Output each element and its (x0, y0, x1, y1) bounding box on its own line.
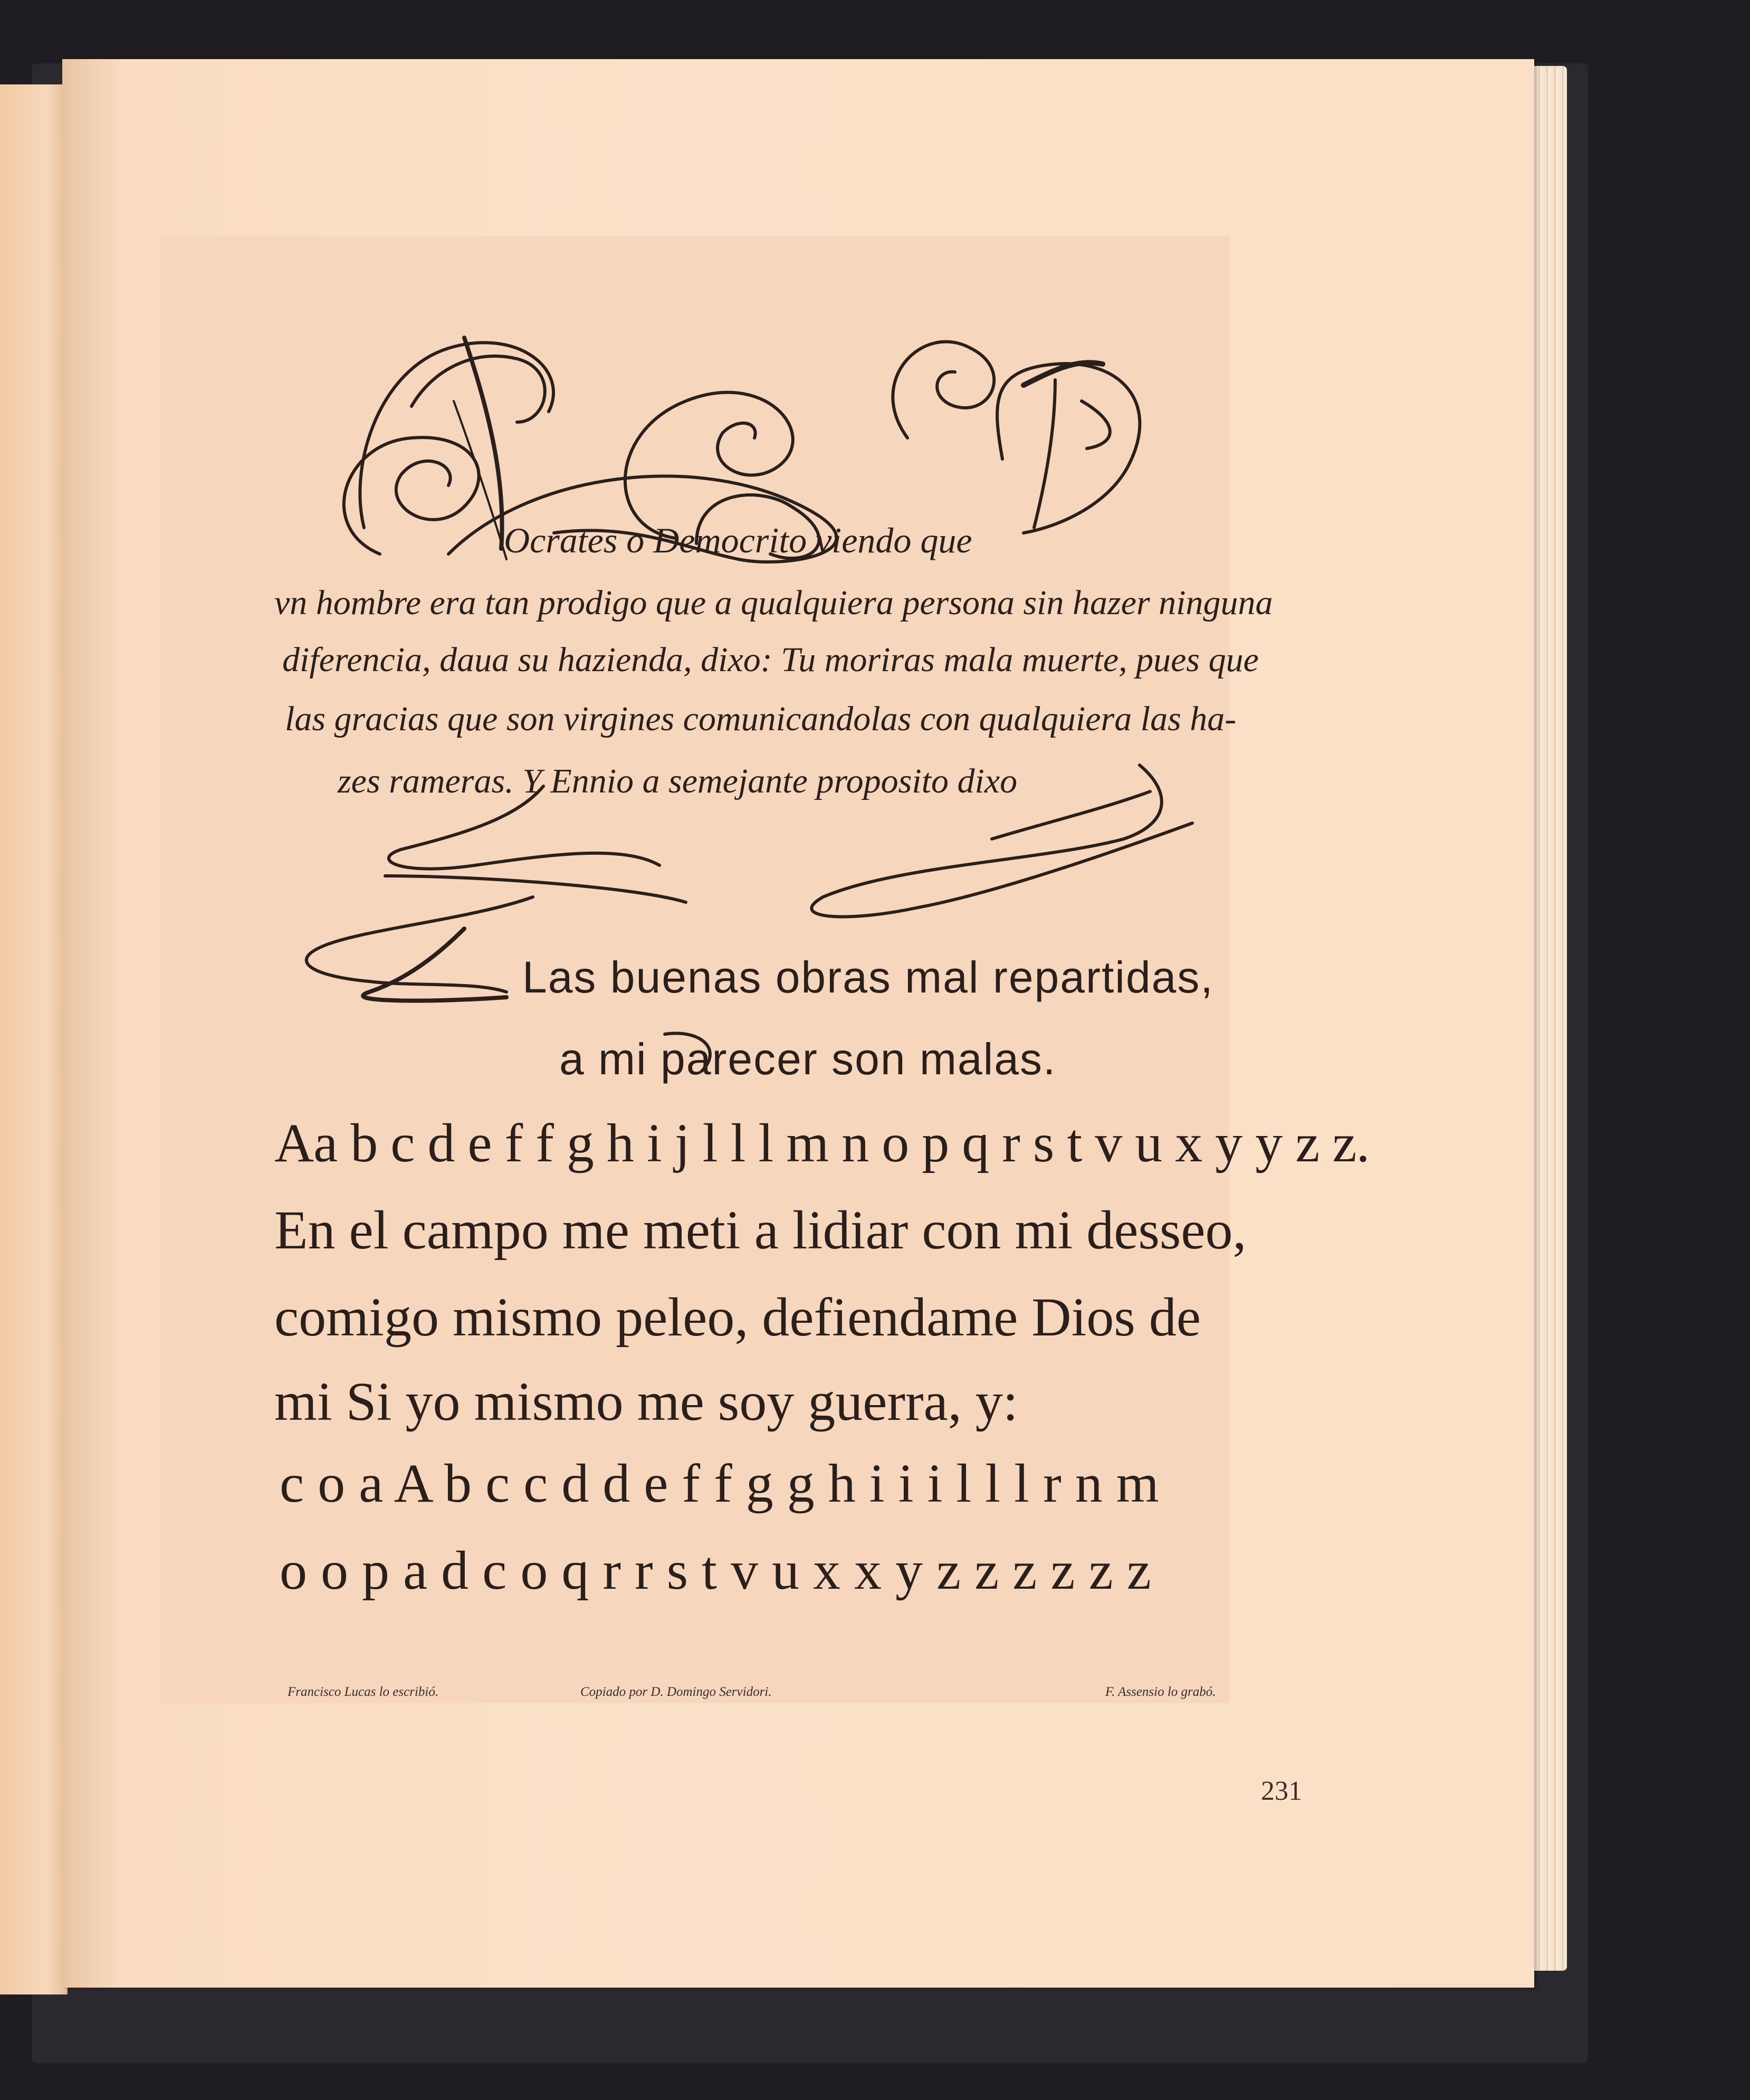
alphabet-line-1: Aa b c d e f f g h i j l l l m n o p q r s t v u x y y z z. (274, 1113, 1370, 1173)
motto-line-2: a mi parecer son malas. (559, 1034, 1057, 1084)
engraver-credit: F. Assensio lo grabó. (1105, 1685, 1216, 1699)
writer-credit: Francisco Lucas lo escribió. (288, 1685, 439, 1699)
left-page-edge (0, 84, 68, 1994)
page-number: 231 (1261, 1776, 1302, 1806)
alphabet-line-5: c o a A b c c d d e f f g g h i i i l l l r n m (280, 1453, 1159, 1514)
body-line-3: diferencia, daua su hazienda, dixo: Tu moriras mala muerte, pues que (282, 641, 1259, 679)
body-line-1: Ocrates o Democrito viendo que (504, 520, 972, 560)
alphabet-line-6: o o p a d c o q r r s t v u x x y z z z z z z (280, 1540, 1151, 1601)
body-line-5: zes rameras. Y Ennio a semejante proposito dixo (338, 762, 1018, 800)
motto-line-1: Las buenas obras mal repartidas, (522, 952, 1214, 1002)
body-line-4: las gracias que son virgines comunicandolas con qualquiera las ha- (285, 700, 1237, 738)
alphabet-line-2: En el campo me meti a lidiar con mi desseo, (274, 1200, 1247, 1261)
alphabet-line-3: comigo mismo peleo, defiendame Dios de (274, 1287, 1201, 1348)
body-line-2: vn hombre era tan prodigo que a qualquiera persona sin hazer ninguna (274, 584, 1273, 622)
alphabet-line-4: mi Si yo mismo me soy guerra, y: (274, 1371, 1018, 1432)
copier-credit: Copiado por D. Domingo Servidori. (580, 1685, 772, 1699)
